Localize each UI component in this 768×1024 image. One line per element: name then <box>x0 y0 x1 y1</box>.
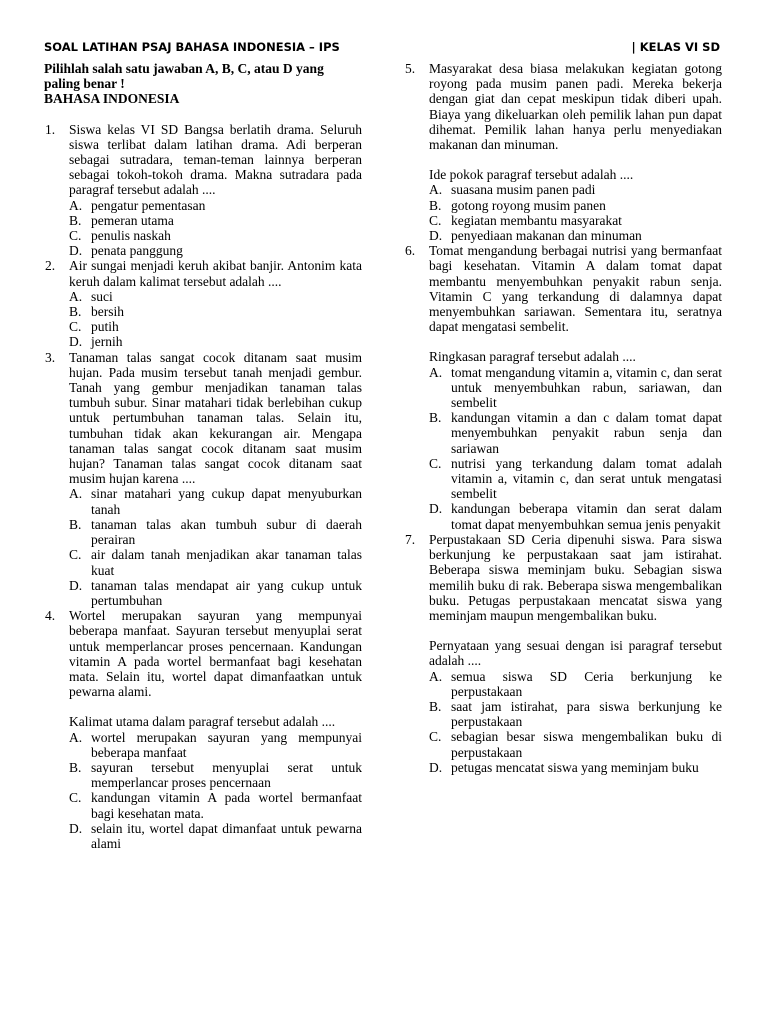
question-text: Tomat mengandung berbagai nutrisi yang bermanfaat bagi kesehatan. Vitamin A dalam tomat dapat membantu menyembuhkan penyakit rabun senja. Vitamin C yang terkandung di dalamnya dapat menyembuhkan sariawan. Sementara itu, seratnya dapat mengatasi sembelit. <box>429 243 722 335</box>
option-letter: B. <box>69 759 82 775</box>
option-letter: D. <box>69 577 83 593</box>
question-number: 3. <box>45 349 56 365</box>
option-text: kandungan vitamin A pada wortel bermanfaat bagi kesehatan mata. <box>91 790 362 821</box>
answer-options <box>429 669 722 775</box>
option-letter: B. <box>69 304 82 320</box>
option-letter: A. <box>69 486 83 502</box>
answer-options <box>69 730 362 852</box>
option-letter: C. <box>429 212 442 228</box>
option-text: pengatur pementasan <box>91 197 206 213</box>
spacer <box>429 623 722 638</box>
question-number: 1. <box>45 121 56 137</box>
option-text: putih <box>91 319 119 335</box>
option-text: penyediaan makanan dan minuman <box>451 228 642 244</box>
option-letter: A. <box>69 197 83 213</box>
answer-option <box>429 213 722 228</box>
answer-option <box>429 760 722 775</box>
option-text: sebagian besar siswa mengembalikan buku di perpustakaan <box>451 729 722 760</box>
option-letter: A. <box>429 668 443 684</box>
answer-option <box>69 517 362 547</box>
answer-option <box>429 669 722 699</box>
option-letter: C. <box>69 790 82 806</box>
question-number: 7. <box>405 531 416 547</box>
spacer <box>429 334 722 349</box>
answer-option <box>429 456 722 502</box>
answer-option <box>429 365 722 411</box>
answer-option <box>69 547 362 577</box>
option-text: suasana musim panen padi <box>451 182 596 198</box>
option-text: suci <box>91 288 113 304</box>
question-prompt: Ringkasan paragraf tersebut adalah .... <box>429 349 636 365</box>
question-text: Air sungai menjadi keruh akibat banjir. Antonim kata keruh dalam kalimat tersebut adalah .... <box>69 258 362 289</box>
option-text: tanaman talas akan tumbuh subur di daerah perairan <box>91 516 362 548</box>
page-header <box>44 40 724 56</box>
question-number: 5. <box>405 61 416 76</box>
answer-option <box>69 790 362 820</box>
option-text: pemeran utama <box>91 212 174 228</box>
answer-options <box>69 198 362 259</box>
question-number: 2. <box>45 258 56 274</box>
option-text: sayuran tersebut menyuplai serat untuk memperlancar proses pencernaan <box>91 759 362 791</box>
left-column <box>44 61 362 851</box>
option-text: air dalam tanah menjadikan akar tanaman talas kuat <box>91 547 362 578</box>
option-text: jernih <box>91 334 123 350</box>
option-letter: D. <box>429 501 443 517</box>
answer-options <box>429 182 722 243</box>
question-4 <box>44 608 362 851</box>
answer-option <box>429 182 722 197</box>
answer-option <box>429 699 722 729</box>
option-text: kandungan vitamin a dan c dalam tomat dapat menyembuhkan penyakit rabun senja dan sariawan <box>451 410 722 456</box>
question-number: 6. <box>405 243 416 259</box>
option-letter: D. <box>429 759 443 775</box>
answer-option <box>69 578 362 608</box>
option-text: penulis naskah <box>91 228 171 244</box>
option-letter: D. <box>69 334 83 350</box>
question-text: Masyarakat desa biasa melakukan kegiatan gotong royong pada musim panen padi. Mereka bekerja dengan giat dan cepat meskipun tidak diberi upah. Biaya yang dikeluarkan oleh pemilik lahan pun dapat dihemat. Pemilik lahan hanya perlu menyediakan makanan dan minuman. <box>429 61 722 153</box>
option-text: kandungan beberapa vitamin dan serat dalam tomat dapat menyembuhkan semua jenis penyakit <box>451 501 722 532</box>
answer-option <box>69 319 362 334</box>
option-text: tanaman talas mendapat air yang cukup untuk pertumbuhan <box>91 577 362 608</box>
answer-option <box>429 228 722 243</box>
option-letter: B. <box>429 410 442 426</box>
question-text: Siswa kelas VI SD Bangsa berlatih drama. Seluruh siswa terlibat dalam latihan drama. Adi berperan sebagai sutradara, teman-teman lainnya berperan sebagai tokoh-tokoh drama. Makna sutradara pada paragraf tersebut adalah .... <box>69 121 362 198</box>
option-text: nutrisi yang terkandung dalam tomat adalah vitamin a, vitamin c, dan serat untuk mengatasi sembelit <box>451 455 722 502</box>
question-6 <box>404 243 722 532</box>
spacer <box>429 152 722 167</box>
option-letter: C. <box>429 729 442 745</box>
right-column <box>404 61 722 775</box>
question-text: Perpustakaan SD Ceria dipenuhi siswa. Para siswa berkunjung ke perpustakaan saat jam istirahat. Beberapa siswa meminjam buku. Sebagian siswa memilih buku di rak. Beberapa siswa mengembalikan buku. Petugas perpustakaan mencatat siswa yang meminjam maupun mengembalikan buku. <box>429 531 722 623</box>
right-question-list <box>404 61 722 775</box>
option-letter: B. <box>69 516 82 532</box>
option-letter: A. <box>69 729 83 745</box>
answer-options <box>69 289 362 350</box>
option-text: kegiatan membantu masyarakat <box>451 212 622 228</box>
answer-option <box>69 334 362 349</box>
question-7 <box>404 532 722 775</box>
answer-option <box>429 729 722 759</box>
option-letter: A. <box>69 288 83 304</box>
option-letter: C. <box>69 547 82 563</box>
question-3 <box>44 350 362 608</box>
answer-option <box>429 198 722 213</box>
option-letter: A. <box>429 364 443 380</box>
option-letter: B. <box>429 197 442 213</box>
question-text: Wortel merupakan sayuran yang mempunyai beberapa manfaat. Sayuran tersebut menyuplai serat untuk memperlancar proses pencernaan. Kandungan vitamin A pada wortel bermanfaat bagi kesehatan mata. Selain itu, wortel dapat dimanfaatkan untuk pewarna alami. <box>69 608 362 700</box>
option-letter: D. <box>69 820 83 836</box>
answer-option <box>69 228 362 243</box>
answer-option <box>429 501 722 531</box>
header-class: | KELAS VI SD <box>631 40 720 54</box>
option-letter: B. <box>429 698 442 714</box>
option-text: saat jam istirahat, para siswa berkunjung ke perpustakaan <box>451 698 722 730</box>
answer-options <box>69 486 362 608</box>
question-1 <box>44 122 362 259</box>
option-letter: D. <box>69 243 83 259</box>
answer-option <box>69 243 362 258</box>
option-letter: B. <box>69 212 82 228</box>
question-text: Tanaman talas sangat cocok ditanam saat musim hujan. Pada musim tersebut tanah menjadi gembur. Tanah yang gembur menjadikan tanaman talas tumbuh subur. Sinar matahari tidak berlebihan cukup untuk pertumbuhan tanaman talas. Selain itu, tumbuhan tidak akan kekurangan air. Mengapa tanaman talas sangat cocok ditanam saat musim hujan? Tanaman talas sangat cocok ditanam saat musim hujan karena .... <box>69 349 362 487</box>
answer-option <box>69 213 362 228</box>
question-2 <box>44 258 362 349</box>
instructions: Pilihlah salah satu jawaban A, B, C, atau D yang paling benar ! <box>44 61 324 92</box>
option-letter: C. <box>69 319 82 335</box>
answer-options <box>429 365 722 532</box>
header-title: SOAL LATIHAN PSAJ BAHASA INDONESIA – IPS <box>44 40 340 54</box>
option-letter: A. <box>429 182 443 198</box>
option-text: penata panggung <box>91 243 183 259</box>
subject-title: BAHASA INDONESIA <box>44 91 180 107</box>
option-text: gotong royong musim panen <box>451 197 606 213</box>
question-prompt: Kalimat utama dalam paragraf tersebut adalah .... <box>69 714 336 730</box>
answer-option <box>69 486 362 516</box>
answer-option <box>69 304 362 319</box>
option-letter: C. <box>69 228 82 244</box>
answer-option <box>69 760 362 790</box>
question-prompt: Pernyataan yang sesuai dengan isi paragraf tersebut adalah .... <box>429 638 722 669</box>
option-text: sinar matahari yang cukup dapat menyuburkan tanah <box>91 486 362 517</box>
answer-option <box>429 410 722 456</box>
answer-option <box>69 289 362 304</box>
option-text: petugas mencatat siswa yang meminjam buku <box>451 759 699 775</box>
answer-option <box>69 821 362 851</box>
left-question-list <box>44 122 362 852</box>
question-prompt: Ide pokok paragraf tersebut adalah .... <box>429 167 634 183</box>
question-5 <box>404 61 722 243</box>
option-letter: D. <box>429 228 443 244</box>
option-text: bersih <box>91 304 124 320</box>
option-letter: C. <box>429 455 442 471</box>
answer-option <box>69 198 362 213</box>
option-text: tomat mengandung vitamin a, vitamin c, dan serat untuk menyembuhkan rabun, sariawan, dan sembelit <box>451 364 722 411</box>
answer-option <box>69 730 362 760</box>
option-text: semua siswa SD Ceria berkunjung ke perpustakaan <box>451 668 722 699</box>
question-number: 4. <box>45 608 56 624</box>
option-text: wortel merupakan sayuran yang mempunyai beberapa manfaat <box>91 729 362 760</box>
option-text: selain itu, wortel dapat dimanfaat untuk pewarna alami <box>91 820 362 851</box>
spacer <box>69 699 362 714</box>
